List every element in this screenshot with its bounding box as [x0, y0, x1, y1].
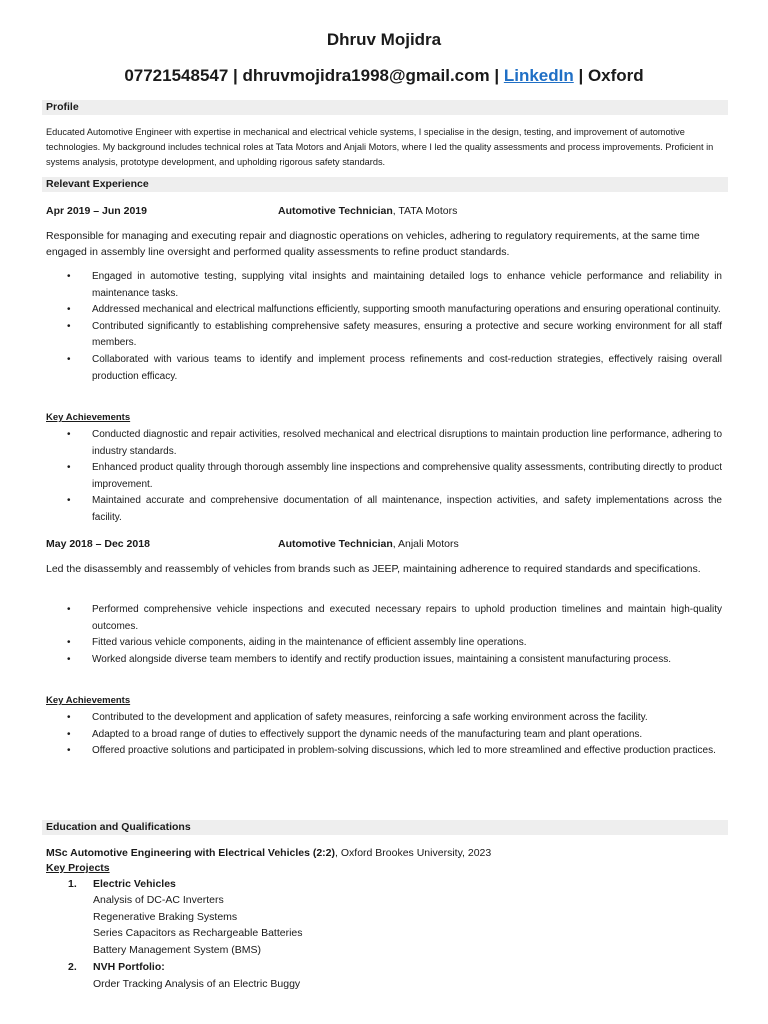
- job-dates: Apr 2019 – Jun 2019: [46, 205, 147, 217]
- contact-line: [0, 66, 768, 86]
- key-projects-heading: Key Projects: [46, 862, 110, 874]
- project-item: Series Capacitors as Rechargeable Batteries: [93, 927, 303, 939]
- project-item: Analysis of DC-AC Inverters: [93, 894, 224, 906]
- job-dates: May 2018 – Dec 2018: [46, 538, 150, 550]
- job-summary: Led the disassembly and reassembly of vehicles from brands such as JEEP, maintaining adherence to required standards and specifications.: [46, 563, 701, 575]
- section-heading-profile: Profile: [42, 100, 728, 115]
- project-number: 1.: [68, 878, 77, 890]
- project-title: NVH Portfolio:: [93, 961, 165, 973]
- key-achievements-heading: Key Achievements: [46, 695, 131, 706]
- candidate-name: Dhruv Mojidra: [326, 30, 442, 49]
- list-item: • Worked alongside diverse team members to identify and rectify production issues, maintaining a consistent manufacturing process.: [46, 652, 722, 669]
- list-item: • Contributed to the development and application of safety measures, reinforcing a safe working environment across the facility.: [46, 710, 722, 727]
- list-item: • Collaborated with various teams to identify and implement process refinements and cost-reduction strategies, effectively raising overall production efficacy.: [46, 352, 722, 385]
- section-heading-experience: Relevant Experience: [42, 177, 728, 192]
- separator: |: [573, 66, 588, 85]
- project-item: Regenerative Braking Systems: [93, 911, 238, 923]
- email-address: dhruvmojidra1998@gmail.com: [242, 66, 490, 85]
- phone-number: 07721548547: [124, 66, 229, 85]
- job-summary: Responsible for managing and executing repair and diagnostic operations on vehicles, adhering to regulatory requirements, at the same time engaged in assembly line oversight and performed quality assessments to refine product standards.: [46, 230, 700, 258]
- list-item: • Conducted diagnostic and repair activities, resolved mechanical and electrical disruptions to maintain production line performance, adhering to industry standards.: [46, 427, 722, 460]
- list-item: • Engaged in automotive testing, supplying vital insights and maintaining detailed logs to enhance vehicle performance and reliability in maintenance tasks.: [46, 269, 722, 302]
- job-company: , Anjali Motors: [392, 538, 459, 550]
- list-item: • Offered proactive solutions and participated in problem-solving discussions, which led to more streamlined and effective production practices.: [46, 743, 722, 760]
- list-item: • Fitted various vehicle components, aiding in the maintenance of efficient assembly line operations.: [46, 635, 722, 652]
- project-item: Battery Management System (BMS): [93, 944, 262, 956]
- job-title: Automotive Technician: [278, 538, 393, 550]
- achievements-list: [46, 710, 722, 760]
- job-duties-list: [46, 602, 722, 668]
- job-role: [278, 537, 459, 551]
- section-heading-education: Education and Qualifications: [42, 820, 728, 835]
- profile-summary: Educated Automotive Engineer with expertise in mechanical and electrical vehicle systems, I specialise in the design, testing, and improvement of automotive technologies. My background includes technical roles at Tata Motors and Anjali Motors, where I led the quality assessments and process improvements. Proficient in systems analysis, prototype development, and upholding rigorous safety standards.: [46, 127, 714, 167]
- list-item: • Contributed significantly to establishing comprehensive safety measures, ensuring a protective and secure working environment for all staff members.: [46, 319, 722, 352]
- list-item: • Enhanced product quality through thorough assembly line inspections and comprehensive quality assessments, contributing directly to product improvement.: [46, 460, 722, 493]
- project-item: Order Tracking Analysis of an Electric Buggy: [93, 978, 301, 990]
- list-item: • Maintained accurate and comprehensive documentation of all maintenance, inspection activities, and safety implementations across the facility.: [46, 493, 722, 526]
- degree-line: [46, 845, 722, 861]
- job-title: Automotive Technician: [278, 205, 393, 217]
- location: Oxford: [587, 66, 644, 85]
- degree-title: MSc Automotive Engineering with Electrical Vehicles (2:2): [46, 847, 336, 859]
- linkedin-link[interactable]: LinkedIn: [503, 66, 574, 85]
- job-role: [278, 204, 457, 218]
- degree-institution: , Oxford Brookes University, 2023: [335, 847, 492, 859]
- separator: |: [228, 66, 243, 85]
- list-item: • Adapted to a broad range of duties to effectively support the dynamic needs of the manufacturing team and plant operations.: [46, 727, 722, 744]
- job-company: , TATA Motors: [392, 205, 458, 217]
- job-duties-list: [46, 269, 722, 385]
- key-achievements-heading: Key Achievements: [46, 412, 131, 423]
- project-title: Electric Vehicles: [93, 878, 176, 890]
- list-item: • Addressed mechanical and electrical malfunctions efficiently, supporting smooth manufacturing operations and ensuring operational continuity.: [46, 302, 722, 319]
- separator: |: [489, 66, 504, 85]
- project-number: 2.: [68, 961, 77, 973]
- list-item: • Performed comprehensive vehicle inspections and executed necessary repairs to uphold production timelines and maintain high-quality outcomes.: [46, 602, 722, 635]
- achievements-list: [46, 427, 722, 527]
